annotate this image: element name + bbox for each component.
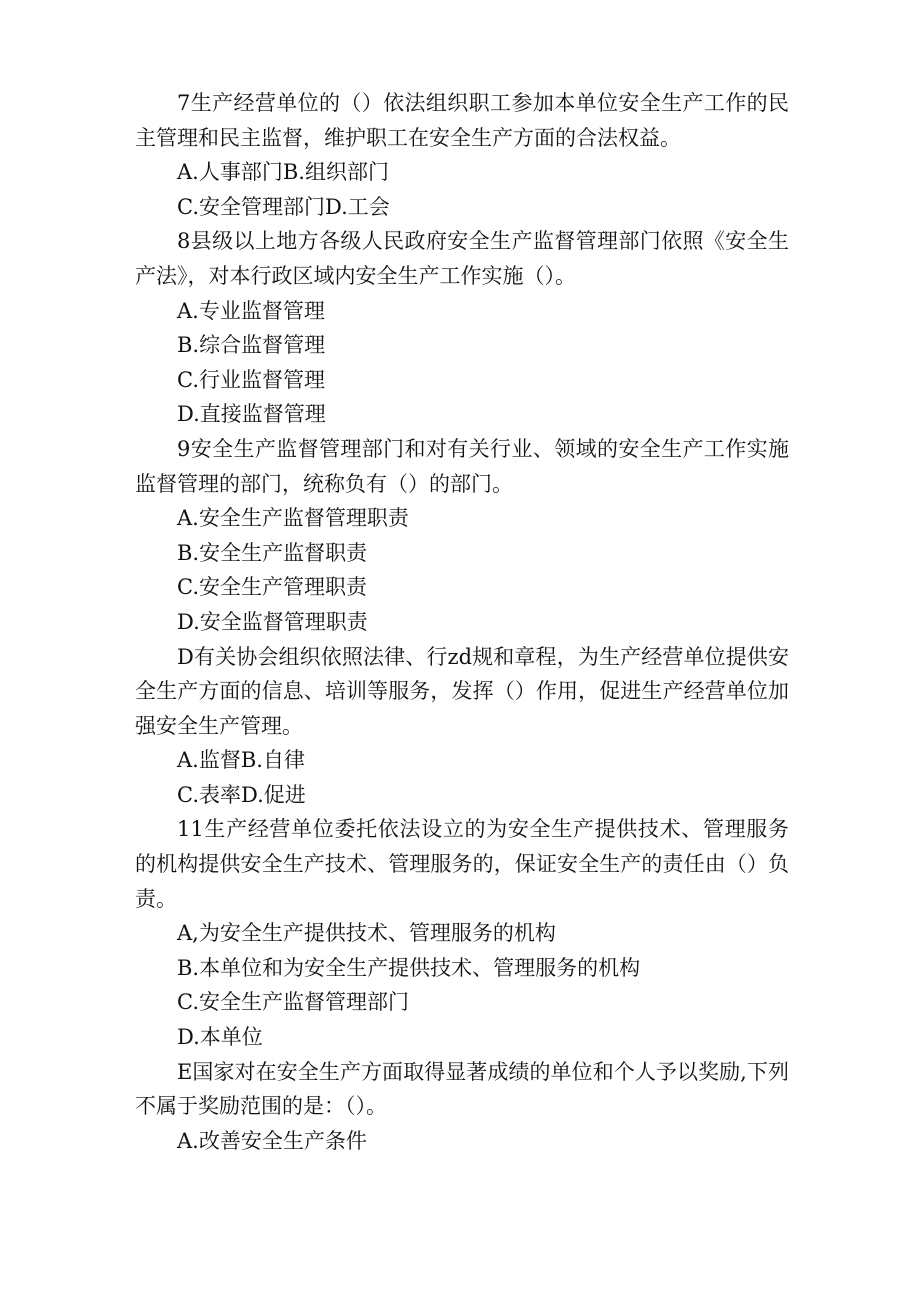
question-11-option-b: B.本单位和为安全生产提供技术、管理服务的机构 xyxy=(177,955,641,980)
question-12: E国家对在安全生产方面取得显著成绩的单位和个人予以奖励,下列不属于奖励范围的是：（）。 xyxy=(135,1059,789,1119)
question-10-options-cd: C.表率D.促进 xyxy=(177,782,306,807)
question-9-option-d: D.安全监督管理职责 xyxy=(177,609,368,634)
question-9-option-a: A.安全生产监督管理职责 xyxy=(177,506,409,531)
question-8-option-b: B.综合监督管理 xyxy=(177,333,326,358)
question-7: 7生产经营单位的（）依法组织职工参加本单位安全生产工作的民主管理和民主监督，维护职工在安全生产方面的合法权益。 xyxy=(135,91,789,150)
question-9-option-c: C.安全生产管理职责 xyxy=(177,575,367,600)
question-11-option-a: A,为安全生产提供技术、管理服务的机构 xyxy=(177,921,556,946)
question-9-option-b: B.安全生产监督职责 xyxy=(177,540,368,565)
question-7-options-cd: C.安全管理部门D.工会 xyxy=(177,194,390,219)
document-body xyxy=(135,86,789,1158)
question-11: 11生产经营单位委托依法设立的为安全生产提供技术、管理服务的机构提供安全生产技术、管理服务的，保证安全生产的责任由（）负责。 xyxy=(135,817,789,911)
question-10-options-ab: A.监督B.自律 xyxy=(177,748,305,773)
question-8-option-c: C.行业监督管理 xyxy=(177,367,325,392)
question-11-option-c: C.安全生产监督管理部门 xyxy=(177,990,409,1015)
question-8-option-a: A.专业监督管理 xyxy=(177,298,325,323)
question-10: D有关协会组织依照法律、行zd规和章程，为生产经营单位提供安全生产方面的信息、培训等服务，发挥（）作用，促进生产经营单位加强安全生产管理。 xyxy=(135,644,789,738)
question-11-option-d: D.本单位 xyxy=(177,1025,263,1050)
question-8-option-d: D.直接监督管理 xyxy=(177,402,326,427)
question-8: 8县级以上地方各级人民政府安全生产监督管理部门依照《安全生产法》，对本行政区域内安全生产工作实施（）。 xyxy=(135,229,789,288)
question-7-options-ab: A.人事部门B.组织部门 xyxy=(177,160,389,185)
question-9: 9安全生产监督管理部门和对有关行业、领域的安全生产工作实施监督管理的部门，统称负有（）的部门。 xyxy=(135,436,789,496)
question-12-option-a: A.改善安全生产条件 xyxy=(177,1128,367,1153)
